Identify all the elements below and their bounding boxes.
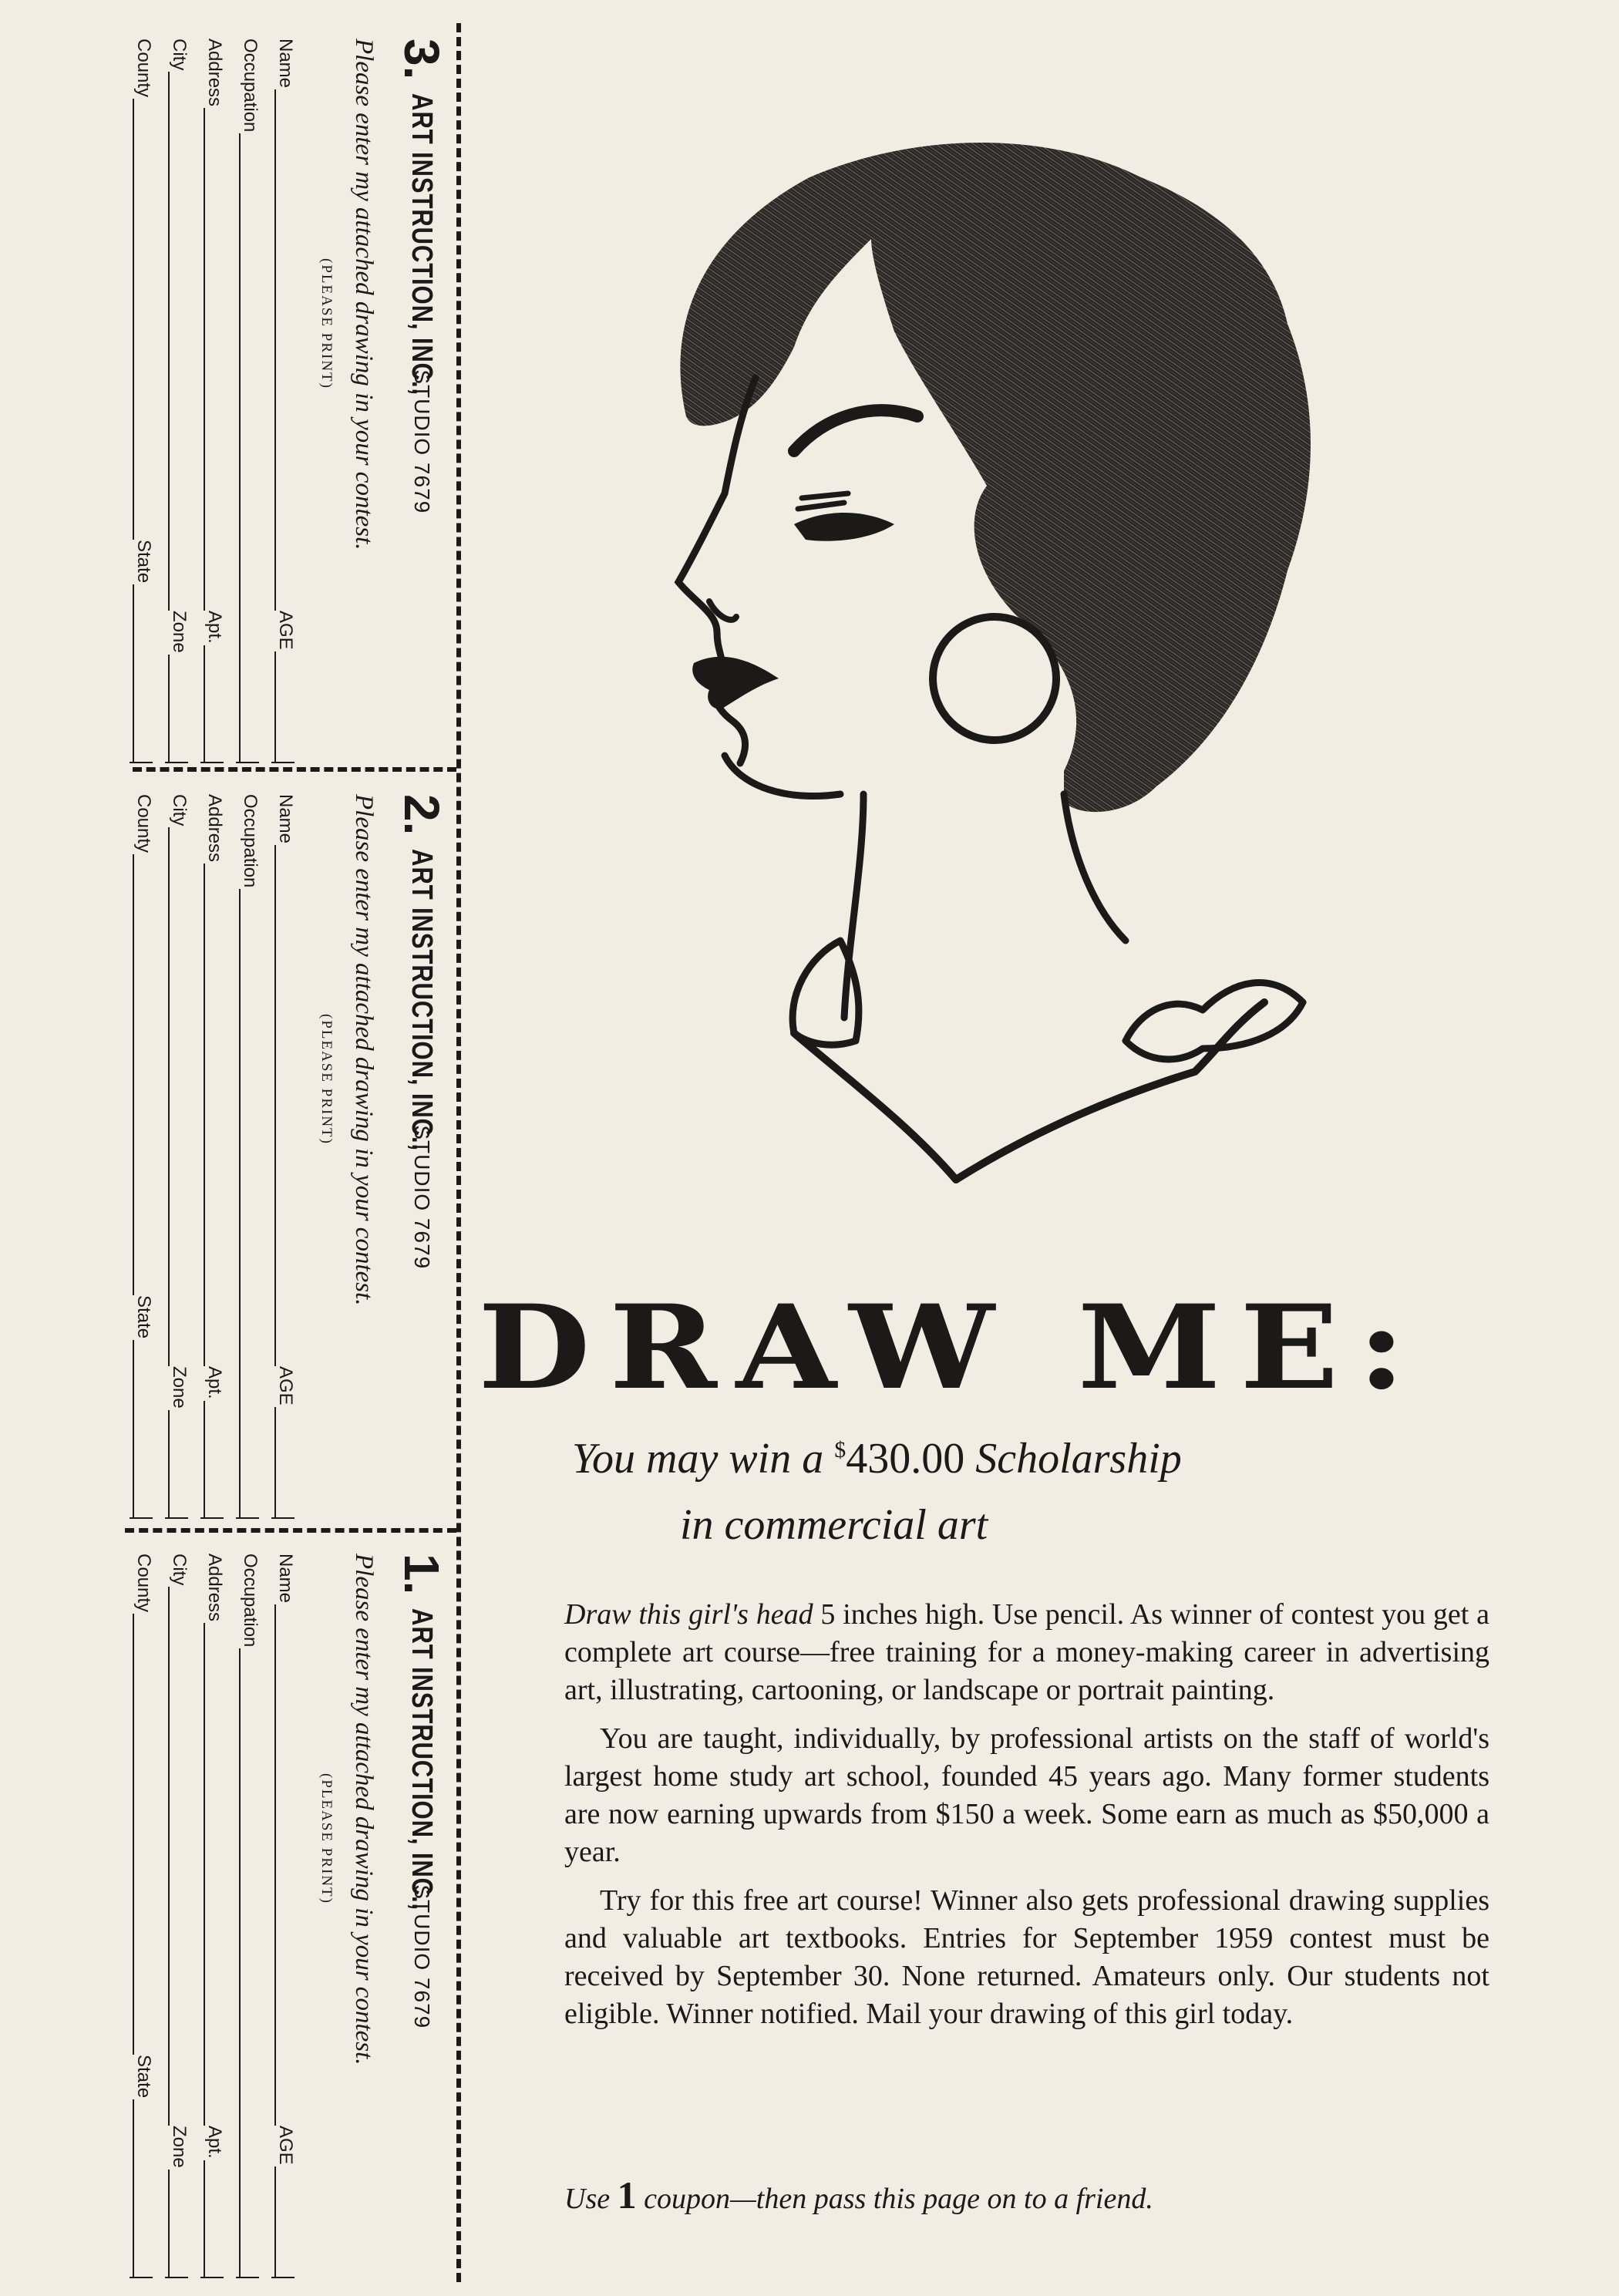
coupon-number: 2. bbox=[394, 794, 449, 836]
coupon-1[interactable] bbox=[23, 1554, 455, 2278]
company-name: ART INSTRUCTION, INC., bbox=[406, 93, 439, 396]
footer-note: Use 1 coupon—then pass this page on to a friend. bbox=[564, 2173, 1153, 2217]
city-field[interactable]: City Zone bbox=[165, 1554, 196, 2278]
body-copy bbox=[564, 1596, 1489, 2044]
eyelash bbox=[798, 493, 848, 509]
entry-request: Please enter my attached drawing in your contest. bbox=[350, 39, 378, 550]
county-field[interactable]: County State bbox=[130, 39, 160, 763]
hair-shape bbox=[680, 143, 1311, 812]
name-field[interactable]: Name AGE bbox=[271, 1554, 302, 2278]
entry-request: Please enter my attached drawing in your contest. bbox=[350, 1554, 378, 2065]
state-field-label: State bbox=[133, 1295, 154, 1339]
zone-field-label: Zone bbox=[169, 1366, 190, 1409]
apt-field-label: Apt. bbox=[204, 2126, 225, 2159]
city-field[interactable]: City Zone bbox=[165, 794, 196, 1519]
coupon-header bbox=[381, 39, 450, 513]
girl-head-illustration bbox=[663, 123, 1434, 1218]
coupon-header bbox=[381, 794, 450, 1269]
company-name: ART INSTRUCTION, INC., bbox=[406, 849, 439, 1152]
address-field[interactable]: Address Apt. bbox=[200, 1554, 231, 2278]
apt-field-label: Apt. bbox=[204, 611, 225, 644]
lips bbox=[692, 657, 779, 709]
bow-right bbox=[1126, 983, 1303, 1059]
scholarship-line: You may win a $430.00 Scholarship bbox=[572, 1435, 1182, 1483]
address-field[interactable]: Address Apt. bbox=[200, 794, 231, 1519]
print-note: (PLEASE PRINT) bbox=[318, 1773, 335, 1904]
paragraph-3: Try for this free art course! Winner also gets professional drawing supplies and valuable art textbooks. Entries for September 1959 contest must be received by September 30. None returned. Amateurs only. Our students not eligible. Winner notified. Mail your drawing of this girl today. bbox=[564, 1884, 1489, 2030]
coupon-2[interactable] bbox=[23, 794, 455, 1519]
zone-field-label: Zone bbox=[169, 611, 190, 653]
county-field[interactable]: County State bbox=[130, 794, 160, 1519]
studio-number: STUDIO 7679 bbox=[410, 369, 434, 514]
coupon-perforation bbox=[133, 767, 456, 772]
coupon-number: 1. bbox=[394, 1554, 449, 1595]
age-field-label: AGE bbox=[275, 2126, 296, 2165]
company-name: ART INSTRUCTION, INC., bbox=[406, 1608, 439, 1911]
print-note: (PLEASE PRINT) bbox=[318, 1014, 335, 1145]
collar bbox=[794, 1002, 1264, 1180]
county-field[interactable]: County State bbox=[130, 1554, 160, 2278]
entry-request: Please enter my attached drawing in your contest. bbox=[350, 794, 378, 1306]
age-field-label: AGE bbox=[275, 1366, 296, 1406]
occupation-field[interactable]: Occupation bbox=[236, 794, 267, 1519]
studio-number: STUDIO 7679 bbox=[410, 1884, 434, 2029]
dollar-sign: $ bbox=[834, 1437, 847, 1463]
coupon-perforation bbox=[125, 1528, 456, 1533]
studio-number: STUDIO 7679 bbox=[410, 1125, 434, 1270]
occupation-field[interactable]: Occupation bbox=[236, 39, 267, 763]
paragraph-2: You are taught, individually, by professional artists on the staff of world's largest home study art school, founded 45 years ago. Many former students are now earning upwards from $150 a week. Some earn as much as $50,000 a year. bbox=[564, 1722, 1489, 1868]
name-field[interactable]: Name AGE bbox=[271, 39, 302, 763]
coupon-3[interactable] bbox=[23, 39, 455, 763]
zone-field-label: Zone bbox=[169, 2126, 190, 2168]
scholarship-amount: 430.00 bbox=[846, 1435, 965, 1483]
eyebrow bbox=[794, 410, 917, 451]
age-field-label: AGE bbox=[275, 611, 296, 650]
address-field[interactable]: Address Apt. bbox=[200, 39, 231, 763]
apt-field-label: Apt. bbox=[204, 1366, 225, 1399]
hoop-earring bbox=[933, 617, 1056, 740]
state-field-label: State bbox=[133, 540, 154, 584]
print-note: (PLEASE PRINT) bbox=[318, 258, 335, 389]
paragraph-1: Draw this girl's head 5 inches high. Use pencil. As winner of contest you get a complete art course—free training for a money-making career in advertising art, illustrating, cartooning, or landscape or portrait painting. bbox=[564, 1598, 1489, 1706]
coupon-number: 3. bbox=[394, 39, 449, 80]
state-field-label: State bbox=[133, 2055, 154, 2099]
coupon-header bbox=[381, 1554, 450, 2028]
headline: DRAW ME: bbox=[478, 1280, 1425, 1416]
coupon-perforation bbox=[456, 23, 461, 2282]
scholarship-line-2: in commercial art bbox=[680, 1501, 988, 1549]
neck-back bbox=[1064, 794, 1126, 941]
name-field[interactable]: Name AGE bbox=[271, 794, 302, 1519]
city-field[interactable]: City Zone bbox=[165, 39, 196, 763]
occupation-field[interactable]: Occupation bbox=[236, 1554, 267, 2278]
closed-eye bbox=[794, 513, 894, 541]
